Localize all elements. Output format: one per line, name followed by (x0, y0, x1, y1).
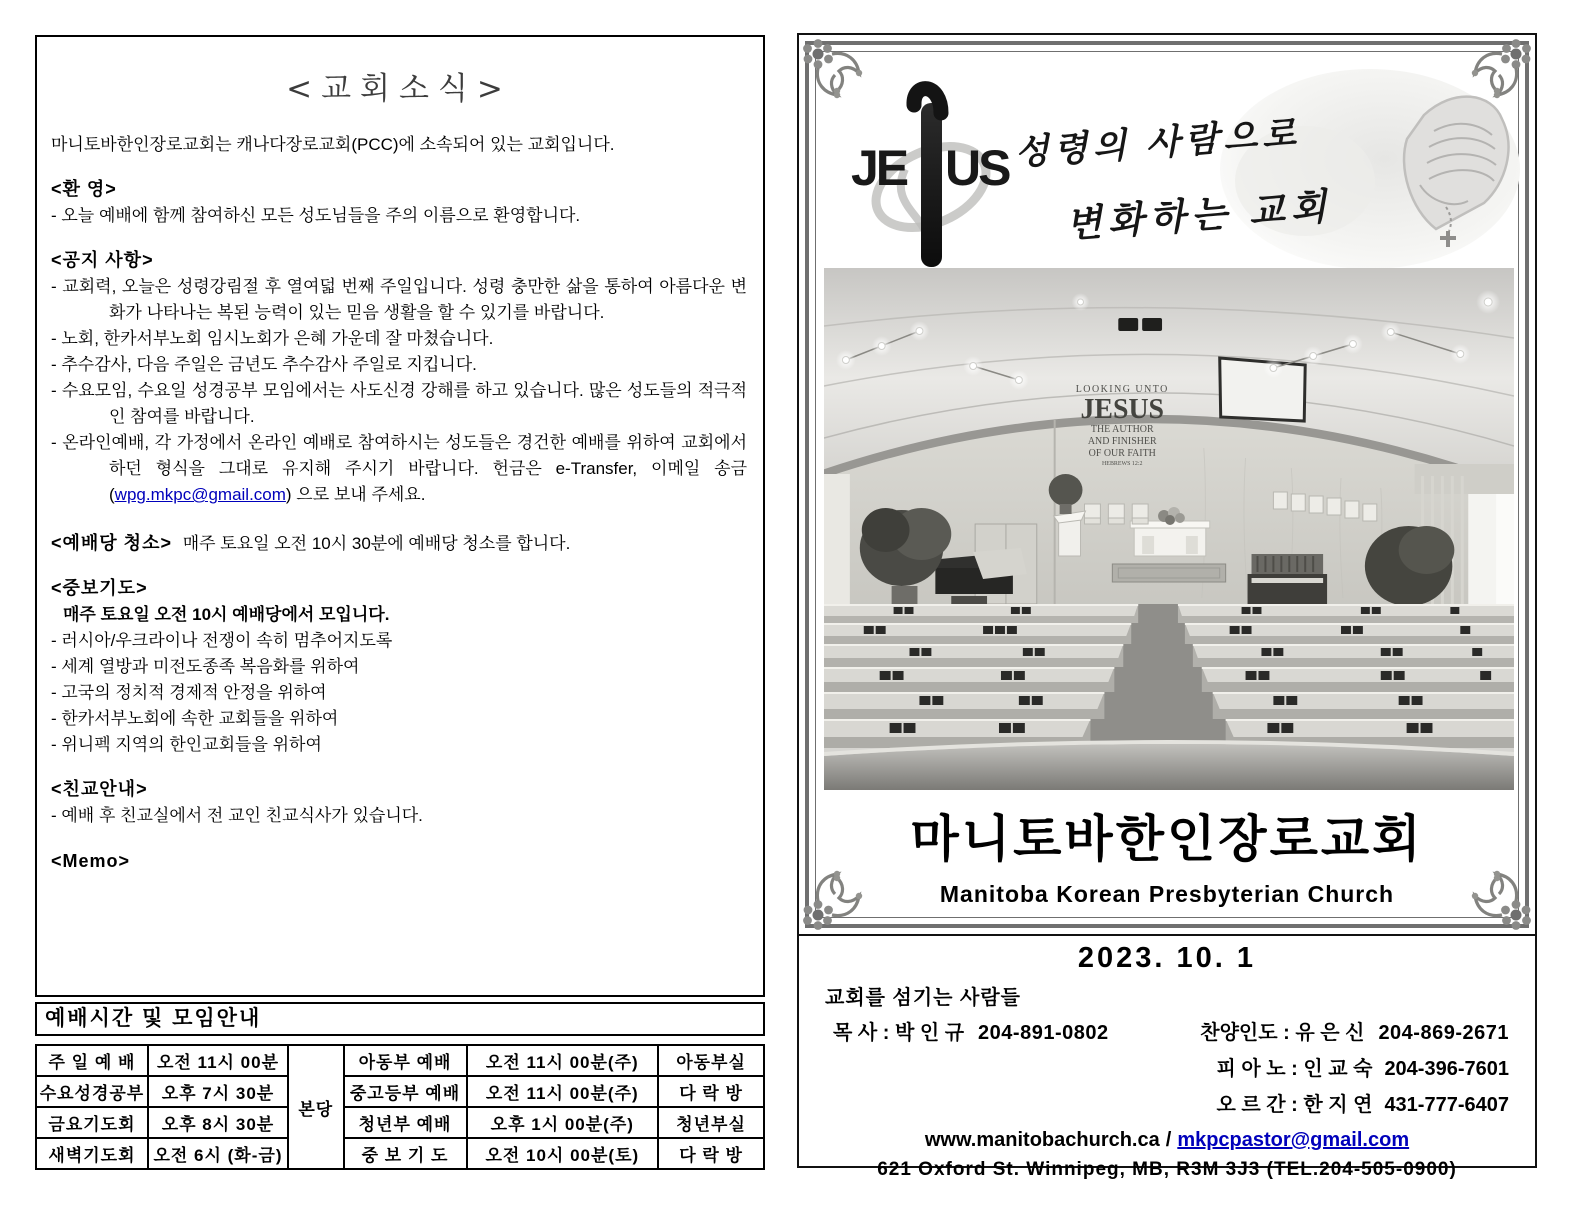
service-name: 청년부 예배 (344, 1107, 467, 1138)
contact-info-section (799, 936, 1535, 1180)
table-row (36, 1045, 764, 1076)
prayer-item: - 위니펙 지역의 한인교회들을 위하여 (51, 735, 322, 754)
cover-slogan (1013, 101, 1381, 252)
piano-label: 피 아 노 : 인 교 숙 (1216, 1058, 1373, 1080)
praise-phone: 204-869-2671 (1378, 1022, 1509, 1044)
wall-text-line4: AND FINISHER (1087, 435, 1157, 448)
table-row (36, 1107, 764, 1138)
cleaning-heading: <예배당 청소> (51, 533, 172, 553)
notice-item: - 수요모임, 수요일 성경공부 모임에서는 사도신경 강해를 하고 있습니다. 많은 성도들의 적극적인 참여를 바랍니다. (51, 381, 747, 426)
service-time: 오전 10시 00분(토) (467, 1138, 659, 1169)
service-name: 중 보 기 도 (344, 1138, 467, 1169)
wall-text-line3: THE AUTHOR (1090, 423, 1154, 436)
church-name-block (799, 799, 1535, 908)
service-name: 새벽기도회 (36, 1138, 148, 1169)
sanctuary-photo (824, 268, 1514, 790)
pastor-contact (833, 1016, 1109, 1045)
service-room: 다 락 방 (658, 1138, 764, 1169)
service-time: 오전 11시 00분(주) (467, 1045, 659, 1076)
logo-text-us: US (945, 140, 1009, 196)
sanctuary-cell: 본당 (288, 1045, 343, 1169)
service-room: 청년부실 (658, 1107, 764, 1138)
servants-row (799, 1010, 1535, 1045)
table-row (36, 1076, 764, 1107)
wall-text-line1: LOOKING UNTO (1075, 383, 1169, 396)
wall-text-line6: HEBREWS 12:2 (1102, 460, 1143, 468)
praise-leader-contact (1200, 1016, 1509, 1045)
church-name-korean: 마니토바한인장로교회 (910, 811, 1424, 867)
church-address: 621 Oxford St. Winnipeg, MB, R3M 3J3 (TEL.204-505-0900) (877, 1159, 1457, 1180)
logo-text-je: JE (851, 140, 907, 196)
notice-item: - 추수감사, 다음 주일은 금년도 추수감사 주일로 지킵니다. (51, 355, 477, 374)
jesus-cross-logo-icon (847, 69, 1015, 277)
service-time: 오전 6시 (화-금) (148, 1138, 288, 1169)
notice-item-online (51, 430, 747, 508)
service-time: 오전 11시 00분 (148, 1045, 288, 1076)
online-notice-text: - 온라인예배, 각 가정에서 온라인 예배로 참여하시는 성도들은 경건한 예배를 위하여 교회에서 하던 형식을 그대로 유지해 주시기 바랍니다. 헌금은 e-Transfer, 이메일 송금 ( (51, 433, 747, 504)
bulletin-cover-page (797, 33, 1537, 1180)
memo-heading: <Memo> (51, 851, 131, 871)
cleaning-text: 매주 토요일 오전 10시 30분에 예배당 청소를 합니다. (182, 534, 571, 553)
service-name: 금요기도회 (36, 1107, 148, 1138)
table-row (36, 1138, 764, 1169)
wall-text-line2: JESUS (1080, 393, 1165, 426)
pianist-contact (799, 1052, 1535, 1081)
separator: / (1165, 1129, 1172, 1151)
prayer-item: - 한카서부노회에 속한 교회들을 위하여 (51, 709, 339, 728)
pastor-phone: 204-891-0802 (978, 1022, 1109, 1044)
prayer-lead: 매주 토요일 오전 10시 예배당에서 모입니다. (63, 605, 390, 624)
service-name: 주 일 예 배 (36, 1045, 148, 1076)
wall-text-line5: OF OUR FAITH (1088, 447, 1156, 460)
fellowship-heading: <친교안내> (51, 779, 148, 799)
notice-item: - 노회, 한카서부노회 임시노회가 은혜 가운데 잘 마쳤습니다. (51, 329, 494, 348)
pastor-label: 목 사 : 박 인 규 (833, 1022, 965, 1044)
online-notice-text-post: ) 으로 보내 주세요. (285, 485, 426, 504)
web-line (799, 1129, 1535, 1152)
worship-schedule-table (35, 1044, 765, 1170)
service-time: 오후 1시 00분(주) (467, 1107, 659, 1138)
welcome-heading: <환 영> (51, 179, 117, 199)
fellowship-item: - 예배 후 친교실에서 전 교인 친교식사가 있습니다. (51, 806, 423, 825)
bulletin-date: 2023. 10. 1 (1077, 942, 1257, 974)
praise-label: 찬양인도 : 유 은 신 (1200, 1022, 1365, 1044)
service-name: 수요성경공부 (36, 1076, 148, 1107)
service-name: 중고등부 예배 (344, 1076, 467, 1107)
intro-text: 마니토바한인장로교회는 캐나다장로교회(PCC)에 소속되어 있는 교회입니다. (51, 135, 615, 154)
service-room: 다 락 방 (658, 1076, 764, 1107)
service-name: 아동부 예배 (344, 1045, 467, 1076)
page-title: <교회소식> (286, 71, 512, 107)
website-url[interactable]: www.manitobachurch.ca (924, 1129, 1160, 1151)
prayer-item: - 고국의 정치적 경제적 안정을 위하여 (51, 683, 327, 702)
service-time: 오전 11시 00분(주) (467, 1076, 659, 1107)
service-room: 아동부실 (658, 1045, 764, 1076)
prayer-heading: <중보기도> (51, 578, 148, 598)
prayer-item: - 러시아/우크라이나 전쟁이 속히 멈추어지도록 (51, 631, 393, 650)
servants-heading: 교회를 섬기는 사람들 (825, 987, 1021, 1009)
notice-item: - 교회력, 오늘은 성령강림절 후 열여덟 번째 주일입니다. 성령 충만한 삶을 통하여 아름다운 변화가 나타나는 복된 능력이 있는 믿음 생활을 할 수 있기를 바랍니다. (51, 277, 747, 322)
organ-phone: 431-777-6407 (1384, 1094, 1509, 1116)
schedule-header: 예배시간 및 모임안내 (35, 1002, 765, 1036)
church-name-english: Manitoba Korean Presbyterian Church (939, 881, 1395, 907)
pastor-email-link[interactable]: mkpcpastor@gmail.com (1177, 1129, 1410, 1151)
offering-email-link[interactable]: wpg.mkpc@gmail.com (114, 485, 286, 504)
organist-contact (799, 1088, 1535, 1117)
slogan-line2: 변화하는 교회 (1064, 185, 1334, 246)
welcome-item: - 오늘 예배에 함께 참여하신 모든 성도님들을 주의 이름으로 환영합니다. (51, 206, 581, 225)
piano-phone: 204-396-7601 (1384, 1058, 1509, 1080)
service-time: 오후 8시 30분 (148, 1107, 288, 1138)
cleaning-line (51, 530, 747, 557)
notice-heading: <공지 사항> (51, 250, 154, 270)
prayer-item: - 세계 열방과 미전도종족 복음화를 위하여 (51, 657, 360, 676)
organ-label: 오 르 간 : 한 지 연 (1216, 1094, 1373, 1116)
church-news-page (35, 35, 765, 997)
slogan-line1: 성령의 사람으로 (1013, 113, 1303, 173)
service-time: 오후 7시 30분 (148, 1076, 288, 1107)
cover-section (799, 35, 1535, 936)
